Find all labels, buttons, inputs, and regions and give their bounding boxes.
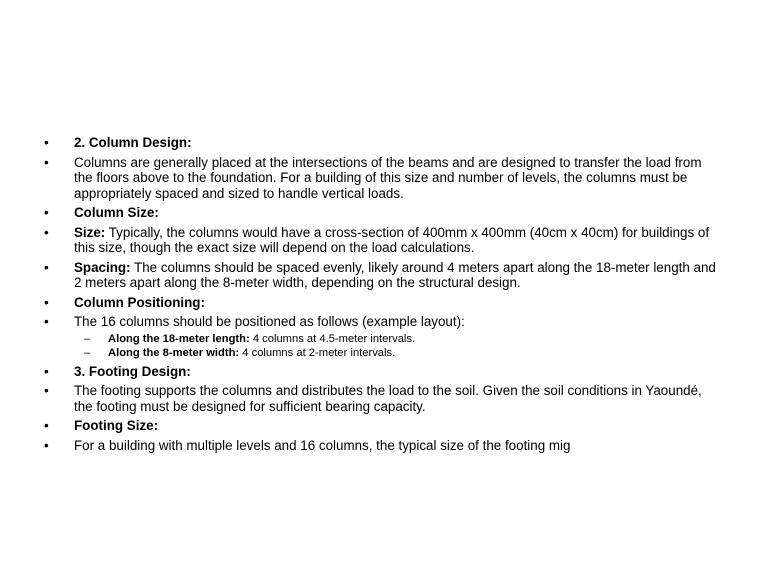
bullet-item xyxy=(40,418,720,434)
sub-bullet-list xyxy=(74,332,720,360)
sub-bullet-text: 4 columns at 4.5-meter intervals. xyxy=(249,332,416,345)
bullet-item xyxy=(40,135,720,151)
bullet-heading: Column Size: xyxy=(74,205,159,220)
sub-bullet-item xyxy=(74,346,720,360)
bullet-item xyxy=(40,438,720,454)
bullet-list xyxy=(40,135,720,457)
sub-bullet-text: 4 columns at 2-meter intervals. xyxy=(239,346,396,359)
bullet-item xyxy=(40,205,720,221)
bullet-item xyxy=(40,314,720,360)
bullet-item xyxy=(40,364,720,380)
bullet-heading: Column Positioning: xyxy=(74,294,205,310)
bullet-item xyxy=(40,383,720,414)
sub-bullet-heading: Along the 18-meter length: xyxy=(108,332,250,345)
sub-bullet-item xyxy=(74,332,720,346)
bullet-item xyxy=(40,260,720,291)
bullet-item xyxy=(40,225,720,256)
bullet-text: The columns should be spaced evenly, likely around 4 meters apart along the 18-meter length and 2 meters apart along the 8-meter width, depending on the structural design. xyxy=(74,259,716,290)
bullet-item xyxy=(40,155,720,202)
bullet-heading: Size: xyxy=(74,224,106,240)
bullet-text: Columns are generally placed at the intersections of the beams and are designed to transfer the load from the floors above to the foundation. For a building of this size and number of levels, the columns must be appropriately spaced and sized to handle vertical loads. xyxy=(74,154,702,201)
bullet-text: The 16 columns should be positioned as follows (example layout): xyxy=(74,314,465,329)
bullet-text: The footing supports the columns and distributes the load to the soil. Given the soil conditions in Yaoundé, the footing must be designed for sufficient bearing capacity. xyxy=(74,383,702,414)
sub-bullet-heading: Along the 8-meter width: xyxy=(108,346,240,359)
bullet-text: Typically, the columns would have a cross-section of 400mm x 400mm (40cm x 40cm) for buildings of this size, though the exact size will depend on the load calculations. xyxy=(74,224,710,255)
bullet-heading: Spacing: xyxy=(74,259,131,275)
bullet-heading: 2. Column Design: xyxy=(74,135,192,150)
bullet-heading: Footing Size: xyxy=(74,418,159,433)
bullet-heading: 3. Footing Design: xyxy=(74,363,191,379)
bullet-text: For a building with multiple levels and 16 columns, the typical size of the footing mig xyxy=(74,437,571,453)
bullet-item xyxy=(40,295,720,311)
